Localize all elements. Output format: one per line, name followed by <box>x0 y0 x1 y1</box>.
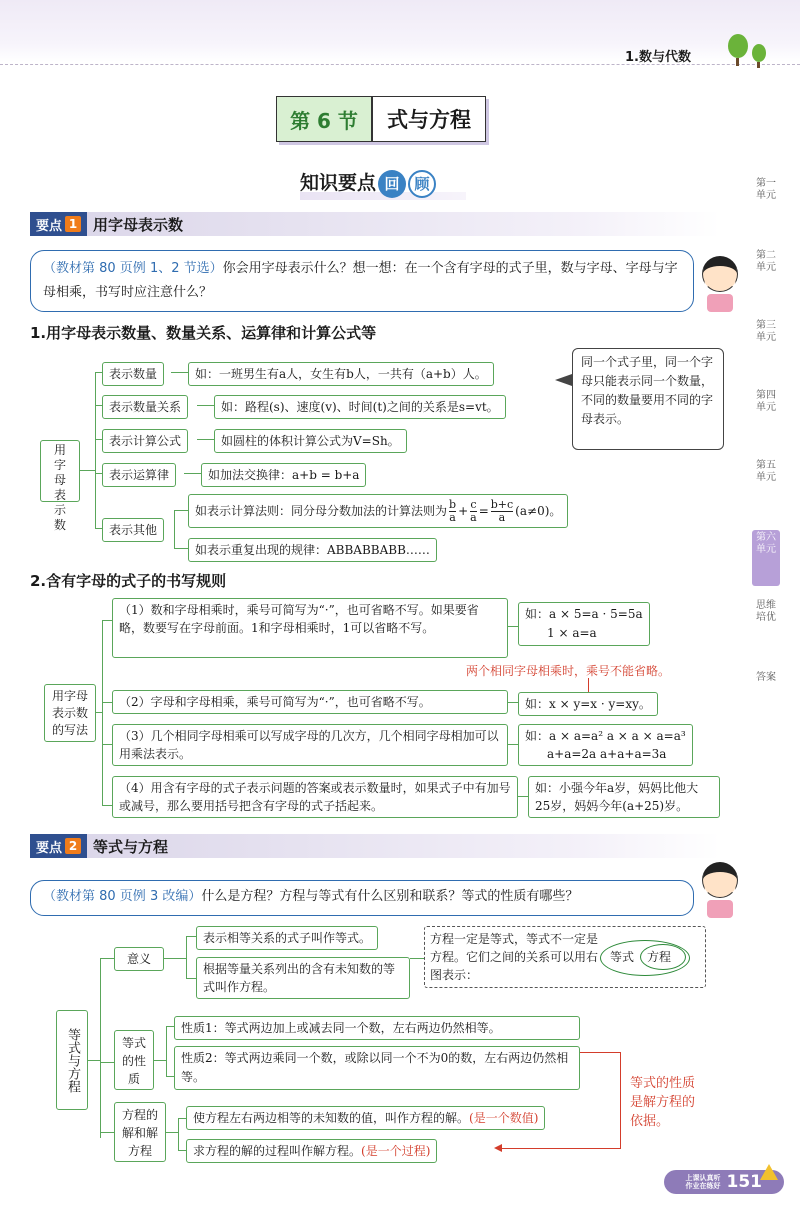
kp2-num: 2 <box>65 838 81 854</box>
star-icon <box>760 1164 778 1180</box>
question-box-2 <box>30 880 694 916</box>
sidebar-unit-2[interactable]: 第二单元 <box>756 250 776 273</box>
s1-ex-rule-text: 如表示计算法则：同分母分数加法的计算法则为 <box>195 504 448 518</box>
s2-warning-arrow <box>588 678 589 692</box>
kp1-num: 1 <box>65 216 81 232</box>
frac-1-den: a <box>449 510 456 524</box>
s2-rule-3: （3）几个相同字母相乘可以写成字母的几次方，几个相同字母相加可以用乘法表示。 <box>112 724 508 766</box>
s2-warning: 两个相同字母相乘时，乘号不能省略。 <box>466 664 671 678</box>
s3-bracket-bottom <box>500 1148 621 1149</box>
s3-cat-solution: 方程的解和解方程 <box>114 1102 166 1162</box>
s3-property-2: 性质2：等式两边乘同一个数，或除以同一个不为0的数，左右两边仍然相等。 <box>174 1046 580 1090</box>
s3-root: 等式与方程 <box>56 1010 88 1110</box>
q1-text: 你会用字母表示什么？想一想：在一个含有字母的式子里，数与字母、字母与字母相乘，书写时应注意什么？ <box>43 261 678 300</box>
s2-rule-4: （4）用含有字母的式子表示问题的答案或表示数量时，如果式子中有加号或减号，那么要用括号把含有字母的式子括起来。 <box>112 776 518 818</box>
frac-3-num: b+c <box>490 497 514 511</box>
s1-note: 同一个式子里，同一个字母只能表示同一个数量，不同的数量要用不同的字母表示。 <box>572 348 724 450</box>
s3-bracket-arrow <box>494 1144 502 1152</box>
s2-rule-1: （1）数和字母相乘时，乘号可简写为“·”，也可省略不写。如果要省略，数要写在字母前面。1和字母相乘时，1可以省略不写。 <box>112 598 508 658</box>
s1-ex-relation: 如：路程(s)、速度(v)、时间(t)之间的关系是s=vt。 <box>214 395 506 419</box>
kp1-tag: 要点 1 <box>30 212 87 236</box>
s2-ex-3 <box>518 724 693 766</box>
s1-cat-law: 表示运算律 <box>102 463 176 487</box>
tree-icon <box>728 34 748 66</box>
s1-ex-rule-tail: (a≠0)。 <box>515 504 562 518</box>
frac-1-num: b <box>449 497 457 511</box>
q1-source: （教材第 80 页例 1、2 节选） <box>43 261 223 276</box>
girl-avatar-icon <box>702 256 738 312</box>
sidebar-unit-4[interactable]: 第四单元 <box>756 390 776 413</box>
s3-solving-tag: (是一个过程) <box>361 1144 431 1158</box>
kp2-tag: 要点 2 <box>30 834 87 858</box>
s2-ex-1 <box>518 602 650 646</box>
section-name: 式与方程 <box>387 108 471 132</box>
s1-root: 用字母表示数 <box>40 440 80 502</box>
q2-text: 什么是方程？方程与等式有什么区别和联系？等式的性质有哪些？ <box>201 889 579 904</box>
s3-bracket-vertical <box>620 1052 621 1148</box>
review-hl-2: 顾 <box>408 170 436 198</box>
s1-cat-formula: 表示计算公式 <box>102 429 188 453</box>
question-box-1 <box>30 250 694 312</box>
s3-solution-tag: (是一个数值) <box>469 1111 539 1125</box>
s3-property-1: 性质1：等式两边加上或减去同一个数，左右两边仍然相等。 <box>174 1016 580 1040</box>
s2-ex-1a: 如：a × 5=a · 5=5a <box>525 607 643 621</box>
s2-ex-1b: 1 × a=a <box>547 626 597 640</box>
sidebar-enrich[interactable]: 思维培优 <box>756 600 776 623</box>
review-text: 知识要点 <box>300 172 377 194</box>
s2-ex-3b: a+a=2a a+a+a=3a <box>547 747 667 761</box>
frac-3-den: a <box>498 510 506 524</box>
kp2-heading <box>30 834 168 858</box>
kp1-title: 用字母表示数 <box>93 215 184 234</box>
s2-heading: 2.含有字母的式子的书写规则 <box>30 572 227 590</box>
sidebar-unit-6[interactable]: 第六单元 <box>752 530 780 586</box>
s3-branch-line <box>100 958 101 1138</box>
s1-ex-formula: 如圆柱的体积计算公式为V=Sh。 <box>214 429 407 453</box>
s3-side-note: 等式的性质是解方程的依据。 <box>630 1076 696 1129</box>
review-hl-1: 回 <box>378 170 406 198</box>
section-label: 1.数与代数 <box>625 50 691 65</box>
s1-note-pointer <box>555 374 572 386</box>
s3-bracket-top <box>580 1052 620 1053</box>
s3-cat-meaning: 意义 <box>114 947 164 971</box>
s2-ex-3a: 如：a × a=a² a × a × a=a³ <box>525 729 686 743</box>
page-motto-1: 上课认真听 <box>685 1174 721 1182</box>
s1-cat-relation: 表示数量关系 <box>102 395 188 419</box>
s1-ex-pattern: 如表示重复出现的规律：ABBABBABB…… <box>188 538 437 562</box>
s2-root: 用字母表示数的写法 <box>44 684 96 742</box>
sidebar-unit-5[interactable]: 第五单元 <box>756 460 776 483</box>
s2-ex-4: 如：小强今年a岁，妈妈比他大25岁，妈妈今年(a+25)岁。 <box>528 776 720 818</box>
s3-cat-properties: 等式的性质 <box>114 1030 154 1090</box>
sidebar-unit-1[interactable]: 第一单元 <box>756 178 776 201</box>
s1-branch-line <box>95 372 96 528</box>
review-heading <box>300 168 436 198</box>
s1-ex-rule: 如表示计算法则：同分母分数加法的计算法则为 $\frac{b}{a}$ + $\frac{c}{a}$ = $\frac{b+c}{a}$ (a≠0)。 <box>188 494 568 528</box>
q2-source: （教材第 80 页例 3 改编） <box>43 889 202 904</box>
s3-def-equation: 表示相等关系的式子叫作等式。 <box>196 926 378 950</box>
sidebar-answers[interactable]: 答案 <box>756 672 776 683</box>
sidebar-unit-3[interactable]: 第三单元 <box>756 320 776 343</box>
s2-ex-2: 如：x × y=x · y=xy。 <box>518 692 658 716</box>
s2-rule-2: （2）字母和字母相乘，乘号可简写为“·”，也可省略不写。 <box>112 690 508 714</box>
s3-solving <box>186 1139 437 1163</box>
page-number: 151 <box>726 1172 762 1192</box>
kp1-heading <box>30 212 183 236</box>
page-motto-2: 作业在练好 <box>685 1182 721 1190</box>
venn-outer-label: 等式 <box>610 950 635 964</box>
s3-solution-text: 使方程左右两边相等的未知数的值，叫作方程的解。 <box>193 1111 470 1125</box>
s1-cat-other: 表示其他 <box>102 518 164 542</box>
s1-ex-law: 如加法交换律：a+b = b+a <box>201 463 366 487</box>
girl-avatar-icon-2 <box>702 862 738 918</box>
s3-note: 方程一定是等式，等式不一定是方程。它们之间的关系可以用右图表示： <box>430 932 599 982</box>
s1-root-link <box>80 470 95 471</box>
venn-inner-label: 方程 <box>647 950 672 964</box>
frac-2-num: c <box>470 497 477 511</box>
kp2-title: 等式与方程 <box>93 837 169 856</box>
s3-def-method: 根据等量关系列出的含有未知数的等式叫作方程。 <box>196 957 410 999</box>
frac-2-den: a <box>470 510 477 524</box>
s1-cat-quantity: 表示数量 <box>102 362 164 386</box>
s3-solution <box>186 1106 545 1130</box>
s1-ex-quantity: 如：一班男生有a人，女生有b人，一共有（a+b）人。 <box>188 362 494 386</box>
tree-small-icon <box>752 44 766 68</box>
section-number: 第 6 节 <box>277 97 373 141</box>
s1-heading: 1.用字母表示数量、数量关系、运算律和计算公式等 <box>30 324 377 342</box>
section-title <box>276 96 486 142</box>
s2-branch-line <box>102 620 103 805</box>
s3-solving-text: 求方程的解的过程叫作解方程。 <box>193 1144 362 1158</box>
